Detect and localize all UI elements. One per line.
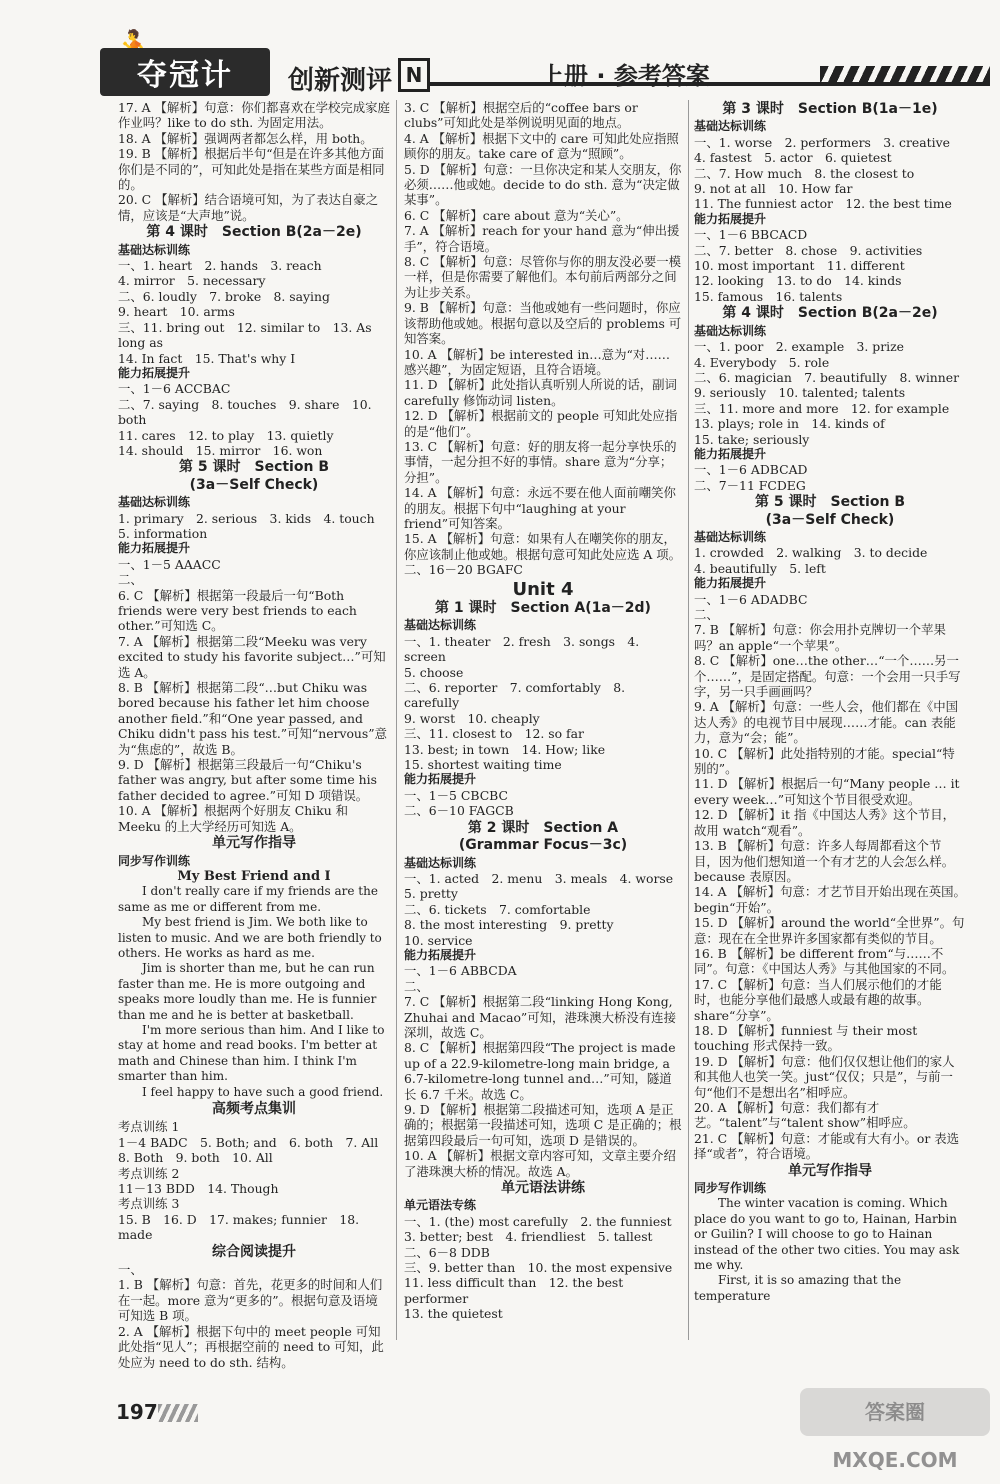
answer-line: 4. mirror 5. necessary: [118, 273, 266, 289]
answer-line: 二、: [118, 572, 143, 588]
essay-paragraph: I don't really care if my friends are the same as me or different from me.: [118, 884, 378, 914]
answer-line: 一、1. theater 2. fresh 3. songs 4. screen: [404, 633, 644, 665]
lesson-subtitle: (3a－Self Check): [189, 476, 319, 493]
answer-line: 考点训练 1: [118, 1119, 180, 1135]
answer-line: 二、: [694, 607, 719, 622]
answer-line: 11－13 BDD 14. Though: [118, 1181, 279, 1197]
answer-line: 一、1－6 ADADBC: [694, 591, 808, 607]
answer-line: 14. A 【解析】句意：永远不要在他人面前嘲笑你的朋友。根据下句中“laughing at your friend”可知答案。: [404, 485, 676, 531]
answer-line: 9. heart 10. arms: [118, 304, 235, 320]
answer-line: 三、9. better than 10. the most expensive: [404, 1260, 673, 1276]
answer-column-2: [404, 100, 682, 1322]
answer-line: 6. C 【解析】根据第一段最后一句“Both friends were very best friends to each other.”可知选 C。: [118, 587, 361, 634]
answer-list: [404, 788, 682, 819]
answer-line: 1－4 BADC 5. Both; and 6. both 7. All: [118, 1134, 379, 1150]
section-label: 基础达标训练: [404, 618, 477, 633]
essay-paragraph: I'm more serious than him. And I like to stay at home and read books. I'm better at math and Chinese than him. I think I'm smarter than him.: [118, 1022, 385, 1084]
answer-line: 13. plays; role in 14. kinds of: [694, 416, 885, 432]
lesson-title: 第 2 课时 Section A: [467, 819, 619, 836]
answer-list: [694, 227, 966, 304]
answer-line: 2. A 【解析】根据下句中的 meet people 可知此处指“见人”；再根据空前的 need to 可知，此处应为 need to do sth. 结构。: [118, 1323, 384, 1370]
answer-line: 19. B 【解析】根据后半句“但是在许多其他方面你们是不同的”，可知此处是指在某些方面是相同的。: [118, 146, 385, 193]
answer-line: 11. less difficult than 12. the best performer: [404, 1275, 628, 1306]
answer-line: 18. A 【解析】强调两者都怎么样，用 both。: [118, 130, 373, 146]
answer-line: 二、6. tickets 7. comfortable: [404, 901, 591, 917]
lesson-subtitle: (3a－Self Check): [765, 511, 895, 528]
answer-line: 二、7. better 8. chose 9. activities: [694, 242, 923, 258]
answer-line: 19. D 【解析】句意：他们仅仅想让他们的家人和其他人也笑一笑。just“仅仅；只是”，与前一句“他们不是想出名”相呼应。: [694, 1053, 955, 1100]
answer-line: 9. worst 10. cheaply: [404, 710, 540, 726]
answer-line: 一、1. acted 2. menu 3. meals 4. worse: [404, 870, 674, 886]
answer-line: 8. the most interesting 9. pretty: [404, 917, 614, 933]
section-label: 能力拓展提升: [404, 947, 477, 962]
answer-line: 7. A 【解析】根据第二段“Meeku was very excited to study his favorite subject…”可知选 A。: [118, 633, 386, 680]
section-label: 基础达标训练: [694, 529, 767, 544]
header-stripes: [820, 66, 990, 84]
answer-line: 21. C 【解析】句意：才能或有大有小。or 表选择“或者”，符合语境。: [694, 1130, 960, 1162]
answer-line: 4. fastest 5. actor 6. quietest: [694, 150, 892, 166]
writing-title: 单元写作指导: [212, 835, 296, 852]
page-header: [0, 0, 1000, 100]
answer-line: 一、1－6 ADBCAD: [694, 462, 808, 478]
lesson-title: 第 4 课时 Section B(2a－2e): [722, 305, 938, 322]
answer-line: 一、1－6 ACCBAC: [118, 381, 231, 397]
lesson-subtitle: (Grammar Focus－3c): [458, 837, 628, 854]
section-label: 基础达标训练: [404, 855, 477, 870]
answer-line: 9. B 【解析】句意：当他或她有一些问题时，你应该帮助他或她。根据句意以及空后的 problems 可知答案。: [404, 300, 682, 347]
answer-line: 3. C 【解析】根据空后的“coffee bars or clubs”可知此处是举例说明见面的地点。: [404, 100, 642, 131]
answer-list: [118, 381, 390, 458]
answer-line: 12. D 【解析】it 指《中国达人秀》这个节目，故用 watch“观看”。: [694, 807, 956, 838]
answer-line: 18. D 【解析】funniest 与 their most touching 形式保持一致。: [694, 1022, 922, 1054]
answer-line: 10. service: [404, 932, 473, 948]
section-label: 同步写作训练: [118, 853, 191, 868]
answer-line: 二、7. How much 8. the closest to: [694, 165, 915, 181]
answer-line: 20. C 【解析】结合语境可知，为了表达自豪之情，应该是“大声地”说。: [118, 192, 379, 223]
section-label: 能力拓展提升: [694, 211, 767, 226]
answer-line: 8. Both 9. both 10. All: [118, 1150, 273, 1166]
section-label: 基础达标训练: [694, 323, 767, 338]
answer-line: 8. C 【解析】根据第四段“The project is made up of a 22.9-kilometre-long main bridge, a 6.7-kilometre-long tunnel and…”可知，隧道长 6.7 千米。故选 C。: [404, 1040, 680, 1102]
answer-line: 15. A 【解析】句意：如果有人在嘲笑你的朋友，你应该制止他或她。根据句意可知此处应选 A 项。: [404, 531, 682, 562]
section-label: 能力拓展提升: [694, 446, 767, 461]
answer-line: 二、6. loudly 7. broke 8. saying: [118, 288, 330, 304]
answer-line: 一、1. poor 2. example 3. prize: [694, 339, 904, 355]
answer-line: 14. A 【解析】句意：才艺节目开始出现在英国。begin“开始”。: [694, 884, 966, 915]
answer-line: 二、6. magician 7. beautifully 8. winner: [694, 369, 959, 385]
answer-line: 20. A 【解析】句意：我们都有才艺。“talent”与“talent show”相呼应。: [694, 1100, 916, 1131]
answer-line: 16. B 【解析】be different from“与……不同”。句意：《中国达人秀》与其他国家的不同。: [694, 945, 955, 977]
writing-title: 单元写作指导: [788, 1162, 872, 1179]
answer-line: 7. B 【解析】句意：你会用扑克牌切一个苹果吗？an apple“一个苹果”。: [694, 622, 946, 653]
answer-line: 8. C 【解析】one…the other…“一个……另一个……”，是固定搭配。句意：一个会用一只手写字，另一只手画画吗？: [694, 653, 961, 700]
answer-line: 11. cares 12. to play 13. quietly: [118, 427, 334, 443]
answer-line: 二、7. saying 8. touches 9. share 10. both: [118, 396, 376, 428]
answer-line: 9. D 【解析】根据第二段描述可知，选项 A 是正确的；根据第一段描述可知，选项 C 是正确的；根据第四段最后一句可知，选项 D 是错误的。: [404, 1102, 682, 1148]
site-watermark: 答案圈 MXQE.COM: [800, 1388, 990, 1436]
answer-line: 5. pretty: [404, 886, 458, 902]
answer-column-3: [694, 100, 966, 1304]
section-label: 能力拓展提升: [118, 541, 191, 556]
answer-line: 8. C 【解析】句意：尽管你与你的朋友没必要一模一样，但是你需要了解他们。本句前后两部分之间为让步关系。: [404, 254, 681, 300]
answer-line: 10. A 【解析】be interested in…意为“对……感兴趣”，为固定短语，且符合语境。: [404, 346, 670, 377]
answer-list: [118, 511, 390, 542]
answer-line: 15. famous 16. talents: [694, 288, 843, 304]
answer-list: [404, 871, 682, 948]
answer-line: 5. choose: [404, 664, 464, 680]
brand-logo: 夺冠计: [100, 48, 270, 96]
column-divider: [396, 100, 397, 1340]
answer-line: 10. C 【解析】此处指特别的才能。special“特别的”。: [694, 745, 955, 777]
lesson-title: 第 3 课时 Section B(1a－1e): [722, 101, 938, 117]
answer-line: 10. A 【解析】根据文章内容可知，文章主要介绍了港珠澳大桥的情况。故选 A。: [404, 1148, 676, 1179]
answer-line: 6. C 【解析】care about 意为“关心”。: [404, 207, 629, 223]
answer-list: [404, 634, 682, 773]
answer-list: [694, 135, 966, 212]
lesson-title: 第 5 课时 Section B: [179, 459, 329, 476]
book-title: 上册 · 参考答案: [540, 62, 710, 90]
answer-line: 二、16－20 BGAFC: [404, 562, 523, 578]
lesson-title: 第 4 课时 Section B(2a－2e): [146, 224, 362, 241]
exam-title: 高频考点集训: [212, 1101, 296, 1117]
answer-list: [404, 100, 682, 578]
answer-line: 二、7－11 FCDEG: [694, 477, 806, 493]
answer-line: 一、1. heart 2. hands 3. reach: [118, 258, 322, 274]
answer-line: 4. Everybody 5. role: [694, 354, 830, 370]
answer-list: [404, 1214, 682, 1322]
answer-list: [404, 963, 682, 1179]
answer-line: 三、11. more and more 12. for example: [694, 400, 950, 416]
reading-title: 综合阅读提升: [212, 1243, 296, 1260]
answer-line: 一、1－6 BBCACD: [694, 227, 808, 243]
section-label: 基础达标训练: [694, 119, 767, 134]
answer-line: 1. B 【解析】句意：首先，花更多的时间和人们在一起。more 意为“更多的”。根据句意及语境可知选 B 项。: [118, 1277, 383, 1324]
answer-list: [118, 258, 390, 366]
answer-line: 12. D 【解析】根据前文的 people 可知此处应指的是“他们”。: [404, 408, 678, 439]
answer-line: 一、: [118, 1262, 143, 1278]
answer-list: [118, 100, 390, 223]
answer-list: [694, 545, 966, 576]
essay-paragraph: My best friend is Jim. We both like to listen to music. And we are both friendly to others. He works as hard as me.: [118, 915, 382, 960]
section-label: 能力拓展提升: [694, 576, 767, 591]
answer-list: [118, 557, 390, 834]
brand-letter-icon: N: [398, 58, 430, 92]
answer-line: 15. D 【解析】around the world“全世界”。句意：现在在全世界许多国家都有类似的节目。: [694, 915, 965, 946]
brand-subtitle: 创新测评: [288, 66, 393, 96]
answer-line: 一、1－6 ABBCDA: [404, 963, 517, 979]
answer-line: 二、6－8 DDB: [404, 1244, 490, 1260]
answer-line: 11. The funniest actor 12. the best time: [694, 196, 952, 212]
answer-line: 14. In fact 15. That's why I: [118, 350, 296, 366]
answer-line: 二、: [404, 978, 429, 994]
column-divider: [688, 100, 689, 1340]
answer-line: 15. shortest waiting time: [404, 757, 562, 773]
answer-line: 13. best; in town 14. How; like: [404, 741, 606, 757]
page-number: 197: [116, 1400, 158, 1424]
answer-line: 11. D 【解析】此处指认真听别人所说的话，副词 carefully 修饰动词 listen。: [404, 377, 681, 408]
lesson-title: 第 1 课时 Section A(1a－2d): [435, 600, 651, 616]
answer-list: [118, 884, 390, 1100]
answer-line: 1. primary 2. serious 3. kids 4. touch: [118, 510, 375, 526]
lesson-title: 第 5 课时 Section B: [755, 494, 905, 511]
answer-line: 7. C 【解析】根据第二段“linking Hong Kong, Zhuhai and Macao”可知，港珠澳大桥没有连接深圳，故选 C。: [404, 994, 677, 1040]
answer-line: 13. B 【解析】句意：许多人每周都看这个节目，因为他们想知道一个有才艺的人会怎么样。because 表原因。: [694, 838, 955, 884]
answer-line: 三、11. bring out 12. similar to 13. As long as: [118, 319, 376, 351]
answer-list: [694, 592, 966, 1162]
answer-column-1: [118, 100, 390, 1370]
answer-line: 一、1. worse 2. performers 3. creative: [694, 134, 950, 150]
answer-line: 二、6. reporter 7. comfortably 8. carefully: [404, 680, 630, 711]
answer-line: 10. most important 11. different: [694, 258, 905, 274]
answer-line: 一、1－5 CBCBC: [404, 787, 508, 803]
answer-list: [694, 462, 966, 493]
section-label: 基础达标训练: [118, 495, 191, 510]
answer-line: 9. seriously 10. talented; talents: [694, 385, 906, 401]
essay-title: My Best Friend and I: [177, 868, 331, 884]
answer-line: 13. the quietest: [404, 1306, 503, 1322]
answer-line: 15. B 16. D 17. makes; funnier 18. made: [118, 1211, 363, 1243]
answer-line: 三、11. closest to 12. so far: [404, 726, 584, 742]
answer-line: 11. D 【解析】根据后一句“Many people … it every week…”可知这个节目很受欢迎。: [694, 776, 964, 807]
answer-line: 7. A 【解析】reach for your hand 意为“伸出援手”，符合语境。: [404, 223, 680, 254]
page-number-stripes: [158, 1404, 198, 1422]
answer-list: [694, 1196, 966, 1304]
answer-line: 一、1. (the) most carefully 2. the funniest: [404, 1213, 672, 1229]
essay-paragraph: First, it is so amazing that the temperature: [694, 1273, 902, 1303]
answer-line: 考点训练 2: [118, 1165, 180, 1181]
answer-line: 4. beautifully 5. left: [694, 560, 826, 576]
answer-line: 10. A 【解析】根据两个好朋友 Chiku 和 Meeku 的上大学经历可知选 A。: [118, 803, 352, 834]
answer-line: 1. crowded 2. walking 3. to decide: [694, 545, 928, 561]
section-label: 同步写作训练: [694, 1181, 767, 1196]
answer-line: 8. B 【解析】根据第二段“…but Chiku was bored because his father let him choose another field.”和“One year passed, and Chiku didn't pass his test.”可知“nervous”意为“焦虑的”，故选 B。: [118, 680, 387, 757]
answer-line: 12. looking 13. to do 14. kinds: [694, 273, 902, 289]
unit-title: Unit 4: [512, 578, 574, 600]
answer-line: 15. take; seriously: [694, 431, 810, 447]
answer-line: 9. A 【解析】句意：一些人会，他们都在《中国达人秀》的电视节目中展现……才能。can 表能力，意为“会；能”。: [694, 699, 959, 746]
answer-line: 17. C 【解析】句意：当人们展示他们的才能时，也能分享他们最感人或最有趣的故事。share“分享”。: [694, 976, 942, 1023]
answer-line: 考点训练 3: [118, 1196, 180, 1212]
answer-line: 4. A 【解析】根据下文中的 care 可知此处应指照顾你的朋友。take care of 意为“照顾”。: [404, 130, 679, 162]
section-label: 基础达标训练: [118, 242, 191, 257]
answer-line: 9. not at all 10. How far: [694, 181, 853, 197]
answer-line: 5. D 【解析】句意：一旦你决定和某人交朋友，你必须……他或她。decide to do sth. 意为“决定做某事”。: [404, 161, 682, 208]
answer-line: 5. information: [118, 525, 208, 541]
grammar-title: 单元语法讲练: [501, 1180, 585, 1197]
answer-list: [118, 1119, 390, 1242]
answer-list: [694, 339, 966, 447]
answer-line: 17. A 【解析】句意：你们都喜欢在学校完成家庭作业吗？like to do sth. 为固定用法。: [118, 100, 390, 131]
answer-line: 13. C 【解析】句意：好的朋友将一起分享快乐的事情，一起分担不好的事情。share 意为“分享；分担”。: [404, 438, 677, 485]
answer-list: [118, 1262, 390, 1370]
essay-paragraph: The winter vacation is coming. Which place do you want to go to, Hainan, Harbin or Guilin? I will choose to go to Hainan instead of the other two cities. You may ask me why.: [694, 1196, 960, 1273]
essay-paragraph: I feel happy to have such a good friend.: [142, 1084, 384, 1099]
essay-paragraph: Jim is shorter than me, but he can run faster than me. He is more outgoing and speaks more loudly than me. He is funnier than me and he is better at basketball.: [118, 961, 377, 1022]
section-label: 能力拓展提升: [404, 772, 477, 787]
answer-line: 二、6－10 FAGCB: [404, 803, 514, 819]
section-label: 能力拓展提升: [118, 365, 191, 380]
answer-line: 一、1－5 AAACC: [118, 556, 221, 572]
answer-line: 9. D 【解析】根据第三段最后一句“Chiku's father was angry, but after some time his father decided to agree.”可知 D 项错误。: [118, 757, 381, 803]
answer-line: 3. better; best 4. friendliest 5. tallest: [404, 1229, 653, 1245]
section-label: 单元语法专练: [404, 1198, 477, 1213]
answer-line: 14. should 15. mirror 16. won: [118, 442, 323, 458]
